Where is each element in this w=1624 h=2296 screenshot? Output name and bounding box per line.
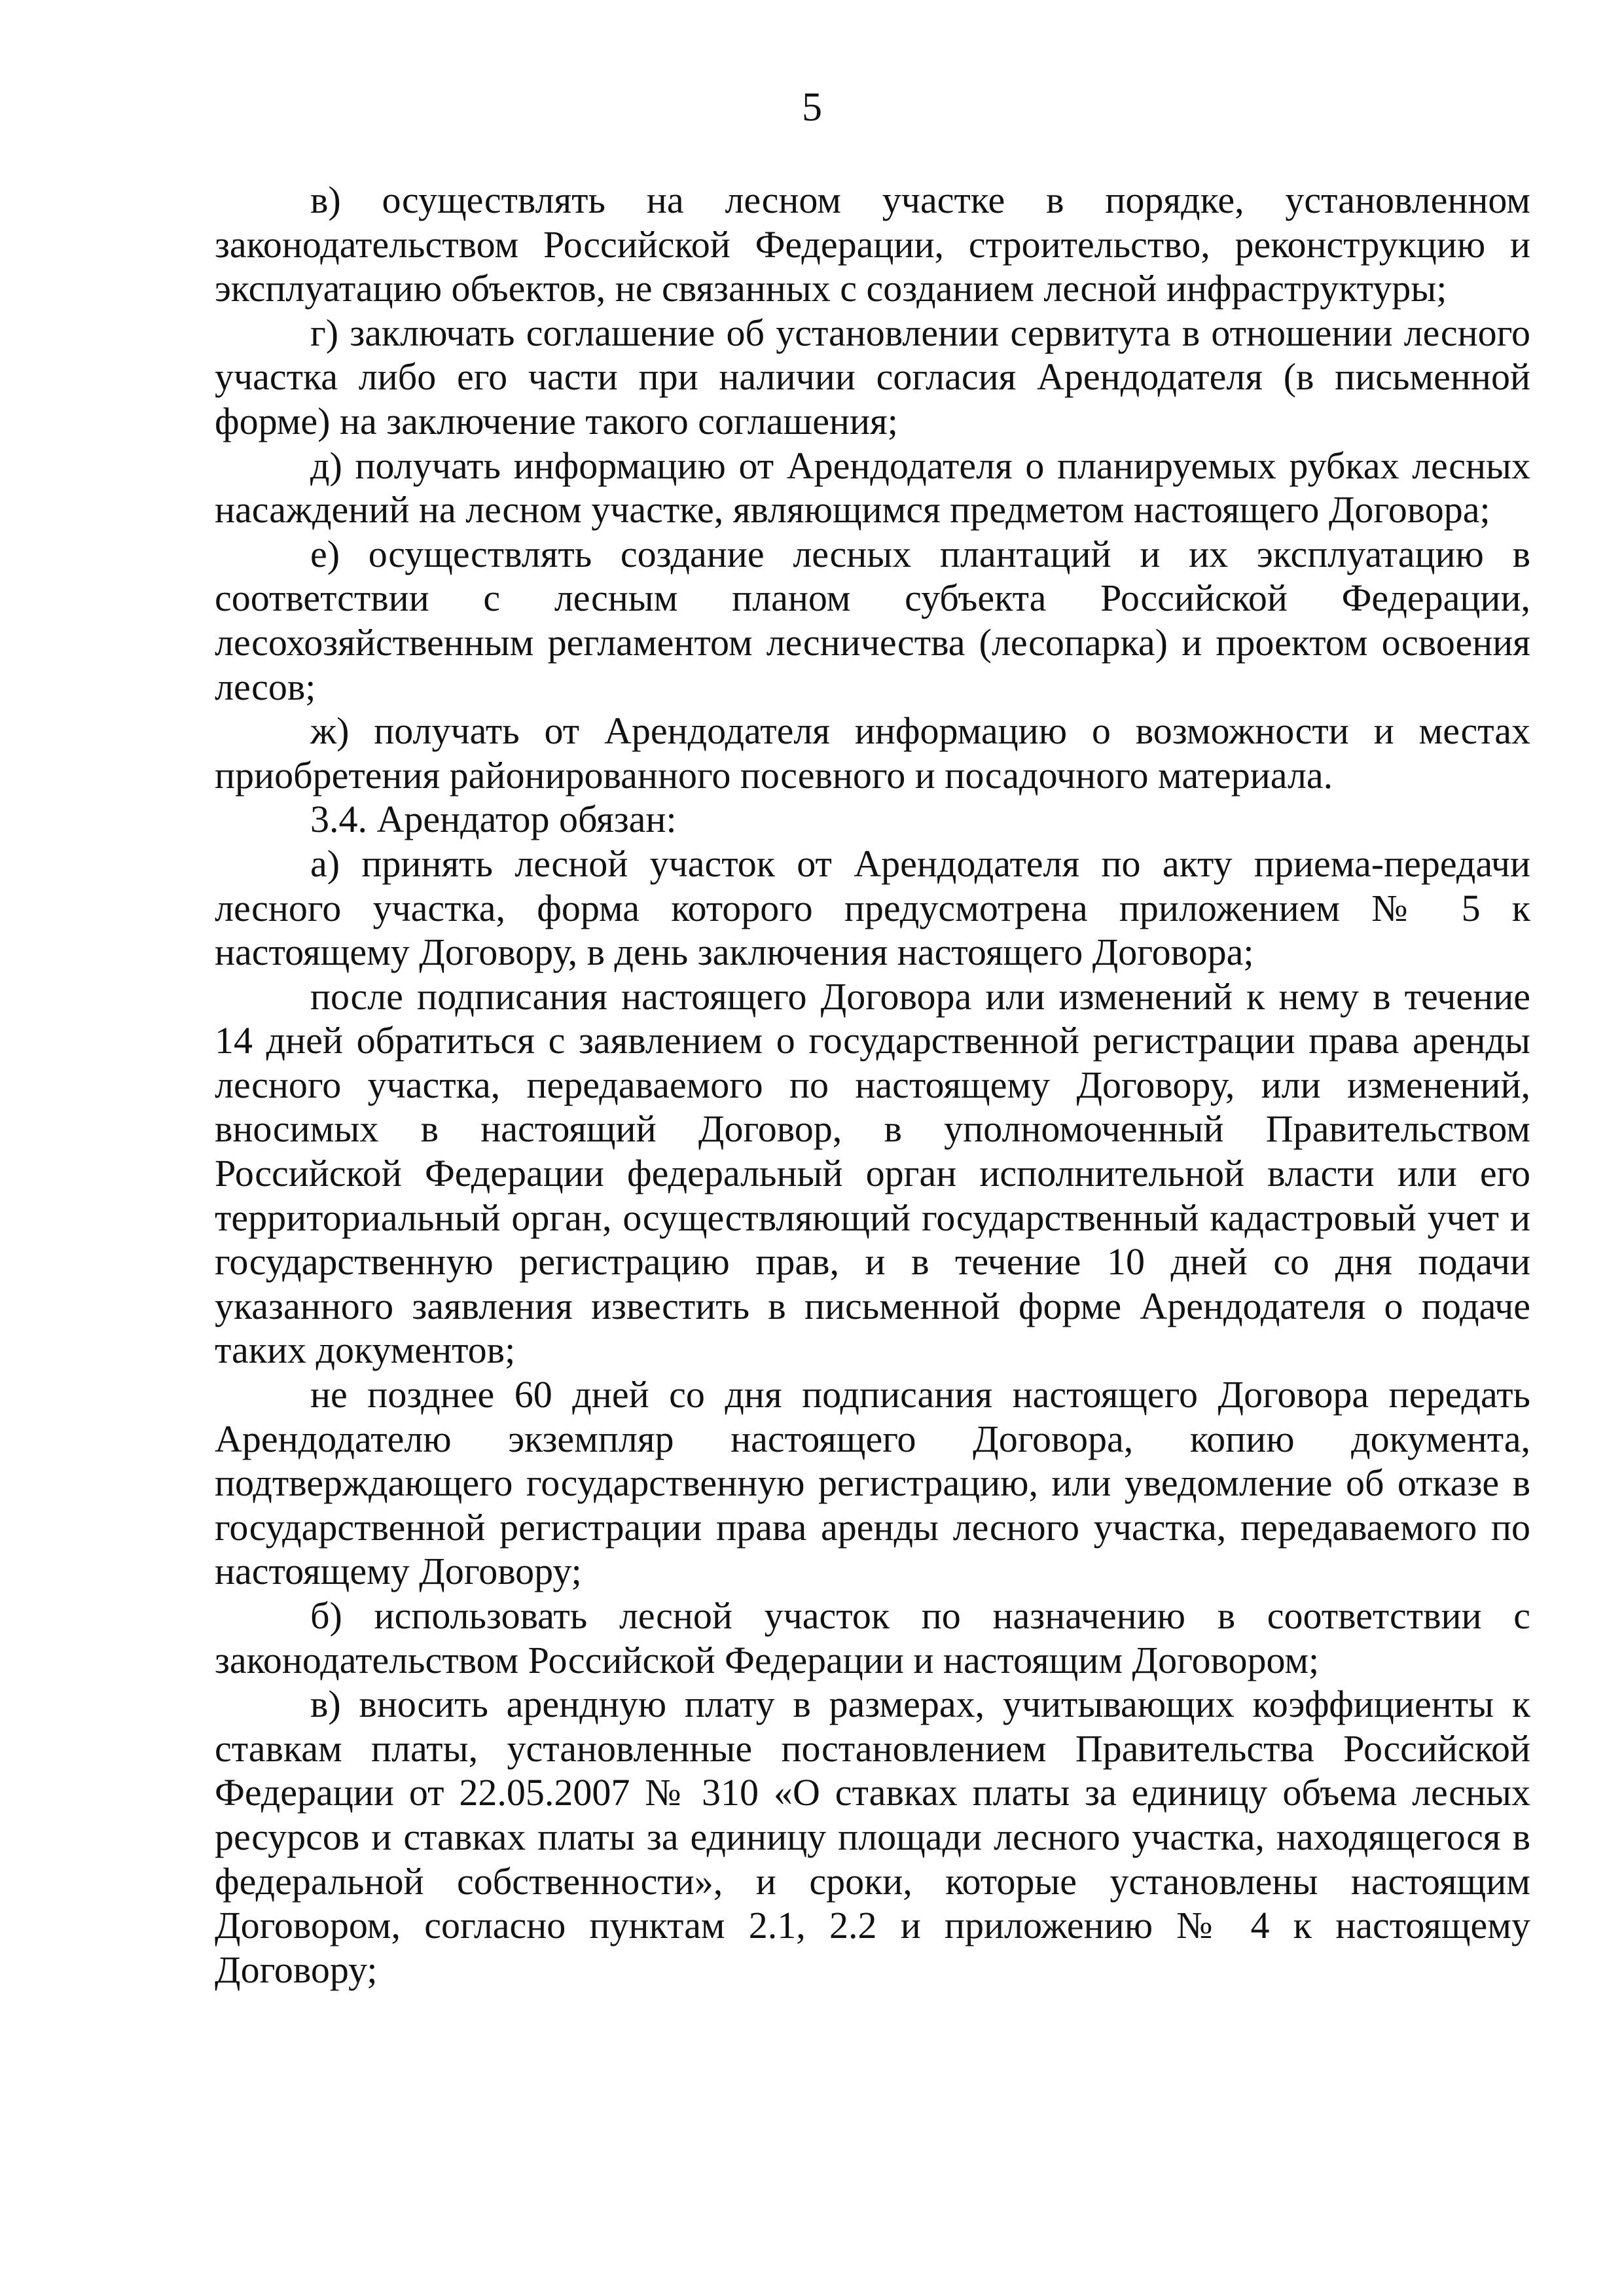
paragraph-3-3-e: е) осуществлять создание лесных плантаций и их эксплуатацию в соответствии с лесным планом субъекта Российской Федерации, лесохозяйственным регламентом лесничества (лесопарка) и проектом освоения лесов; [215, 532, 1530, 708]
paragraph-3-4-v: в) вносить арендную плату в размерах, учитывающих коэффициенты к ставкам платы, установленные постановлением Правительства Российской Федерации от 22.05.2007 № 310 «О ставках платы за единицу объема лесных ресурсов и ставках платы за единицу площади лесного участка, находящегося в федеральной собственности», и сроки, которые установлены настоящим Договором, согласно пунктам 2.1, 2.2 и приложению № 4 к настоящему Договору; [215, 1683, 1530, 1991]
section-heading-3-4: 3.4. Арендатор обязан: [310, 798, 677, 841]
page-number: 5 [802, 85, 822, 130]
paragraph-3-3-d: д) получать информацию от Арендодателя о планируемых рубках лесных насаждений на лесном участке, являющимся предметом настоящего Договора; [215, 444, 1530, 531]
paragraph-3-3-zh: ж) получать от Арендодателя информацию о возможности и местах приобретения районированного посевного и посадочного материала. [215, 709, 1530, 797]
document-body [215, 178, 1530, 1992]
paragraph-registration: после подписания настоящего Договора или изменений к нему в течение 14 дней обратиться с заявлением о государственной регистрации права аренды лесного участка, передаваемого по настоящему Договору, или изменений, вносимых в настоящий Договор, в уполномоченный Правительством Российской Федерации федеральный орган исполнительной власти или его территориальный орган, осуществляющий государственный кадастровый учет и государственную регистрацию прав, и в течение 10 дней со дня подачи указанного заявления известить в письменной форме Арендодателя о подаче таких документов; [215, 975, 1530, 1372]
paragraph-3-3-g: г) заключать соглашение об установлении сервитута в отношении лесного участка либо его части при наличии согласия Арендодателя (в письменной форме) на заключение такого соглашения; [215, 311, 1530, 442]
paragraph-3-4-b: б) использовать лесной участок по назначению в соответствии с законодательством Российской Федерации и настоящим Договором; [215, 1594, 1530, 1681]
paragraph-3-3-v: в) осуществлять на лесном участке в порядке, установленном законодательством Российской Федерации, строительство, реконструкцию и эксплуатацию объектов, не связанных с созданием лесной инфраструктуры; [215, 179, 1530, 310]
paragraph-3-4-a: а) принять лесной участок от Арендодателя по акту приема-передачи лесного участка, форма которого предусмотрена приложением № 5 к настоящему Договору, в день заключения настоящего Договора; [215, 842, 1530, 974]
paragraph-transfer-copy: не позднее 60 дней со дня подписания настоящего Договора передать Арендодателю экземпляр настоящего Договора, копию документа, подтверждающего государственную регистрацию, или уведомление об отказе в государственной регистрации права аренды лесного участка, передаваемого по настоящему Договору; [215, 1373, 1530, 1593]
